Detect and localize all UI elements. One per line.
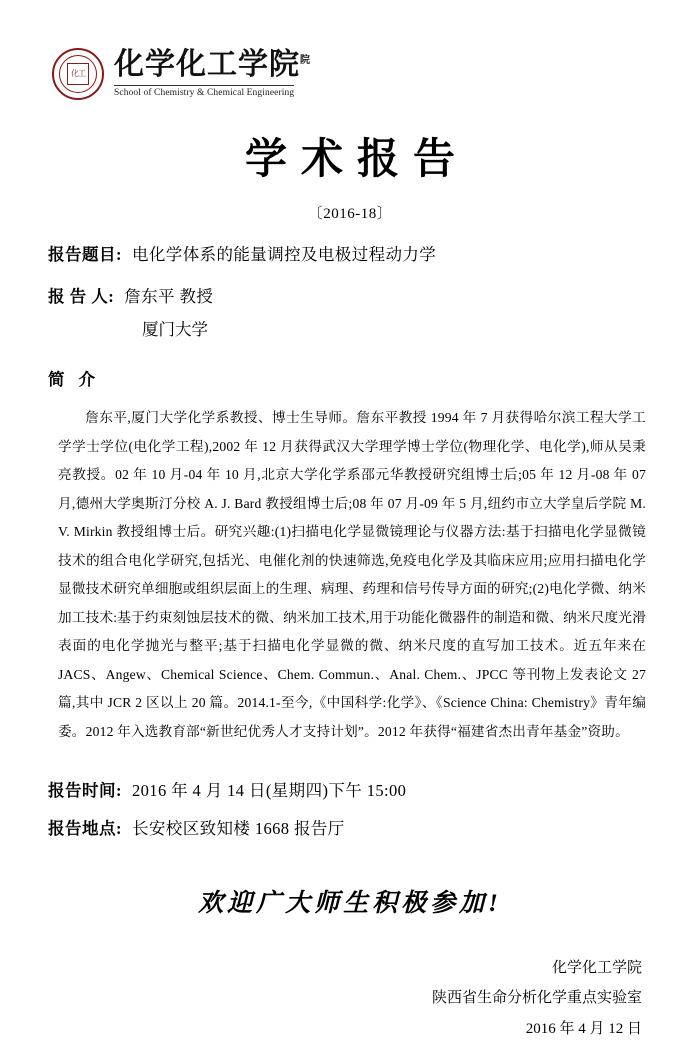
page-title: 学术报告 bbox=[244, 137, 469, 183]
speaker-label: 报 告 人: bbox=[48, 287, 115, 306]
signature-laboratory: 陕西省生命分析化学重点实验室 bbox=[431, 990, 642, 1007]
school-name-cn: 化学化工学院$^院$ bbox=[114, 47, 310, 81]
school-name-en: School of Chemistry & Chemical Engineering bbox=[114, 85, 294, 99]
place-value: 长安校区致知楼 1668 报告厅 bbox=[132, 818, 345, 838]
speaker-affiliation: 厦门大学 bbox=[142, 320, 208, 339]
seal-inner-text: 化工 bbox=[67, 63, 89, 85]
time-value: 2016 年 4 月 14 日(星期四)下午 15:00 bbox=[132, 780, 407, 800]
signature-block bbox=[48, 953, 652, 1045]
document-number: 〔2016-18〕 bbox=[307, 206, 393, 222]
welcome-message: 欢迎广大师生积极参加! bbox=[198, 889, 502, 917]
field-place bbox=[48, 815, 652, 839]
letterhead bbox=[48, 0, 652, 100]
field-speaker bbox=[48, 283, 652, 307]
topic-value: 电化学体系的能量调控及电极过程动力学 bbox=[132, 245, 437, 264]
field-topic bbox=[48, 241, 652, 265]
field-introduction bbox=[48, 366, 652, 390]
field-time bbox=[48, 777, 652, 801]
speaker-value: 詹东平 教授 bbox=[124, 287, 214, 306]
school-name-sup: 院 bbox=[300, 54, 310, 66]
topic-label: 报告题目: bbox=[48, 245, 122, 264]
university-seal-icon bbox=[52, 48, 104, 100]
signature-organization: 化学化工学院 bbox=[551, 959, 642, 976]
place-label: 报告地点: bbox=[48, 818, 122, 838]
time-label: 报告时间: bbox=[48, 780, 122, 800]
introduction-label: 简介 bbox=[48, 370, 109, 389]
signature-date: 2016 年 4 月 12 日 bbox=[525, 1021, 642, 1038]
letterhead-text bbox=[114, 47, 310, 99]
introduction-body: 詹东平,厦门大学化学系教授、博士生导师。詹东平教授 1994 年 7 月获得哈尔滨工程大学工学学士学位(电化学工程),2002 年 12 月获得武汉大学理学博士学位(物理化学、电化学),师从吴秉亮教授。02 年 10 月-04 年 10 月,北京大学化学系邵元华教授研究组博士后;05 年 12 月-08 年 07 月,德州大学奥斯汀分校 A. J. Bard 教授组博士后;08 年 07 月-09 年 5 月,纽约市立大学皇后学院 M. V. Mirkin 教授组博士后。研究兴趣:(1)扫描电化学显微镜理论与仪器方法:基于扫描电化学显微镜技术的组合电化学研究,包括光、电催化剂的快速筛选,免疫电化学及其临床应用;应用扫描电化学显微技术研究单细胞或组织层面上的生理、病理、药理和信号传导方面的研究;(2)电化学微、纳米加工技术:基于约束刻蚀层技术的微、纳米加工技术,用于功能化微器件的制造和微、纳米尺度光滑表面的电化学抛光与整平;基于扫描电化学显微的微、纳米尺度的直写加工技术。近五年来在 JACS、Angew、Chemical Science、Chem. Commun.、Anal. Chem.、JPCC 等刊物上发表论文 27 篇,其中 JCR 2 区以上 20 篇。2014.1-至今,《中国科学:化学》、《Science China: Chemistry》青年编委。2012 年入选教育部“新世纪优秀人才支持计划”。2012 年获得“福建省杰出青年基金”资助。 bbox=[58, 410, 646, 740]
